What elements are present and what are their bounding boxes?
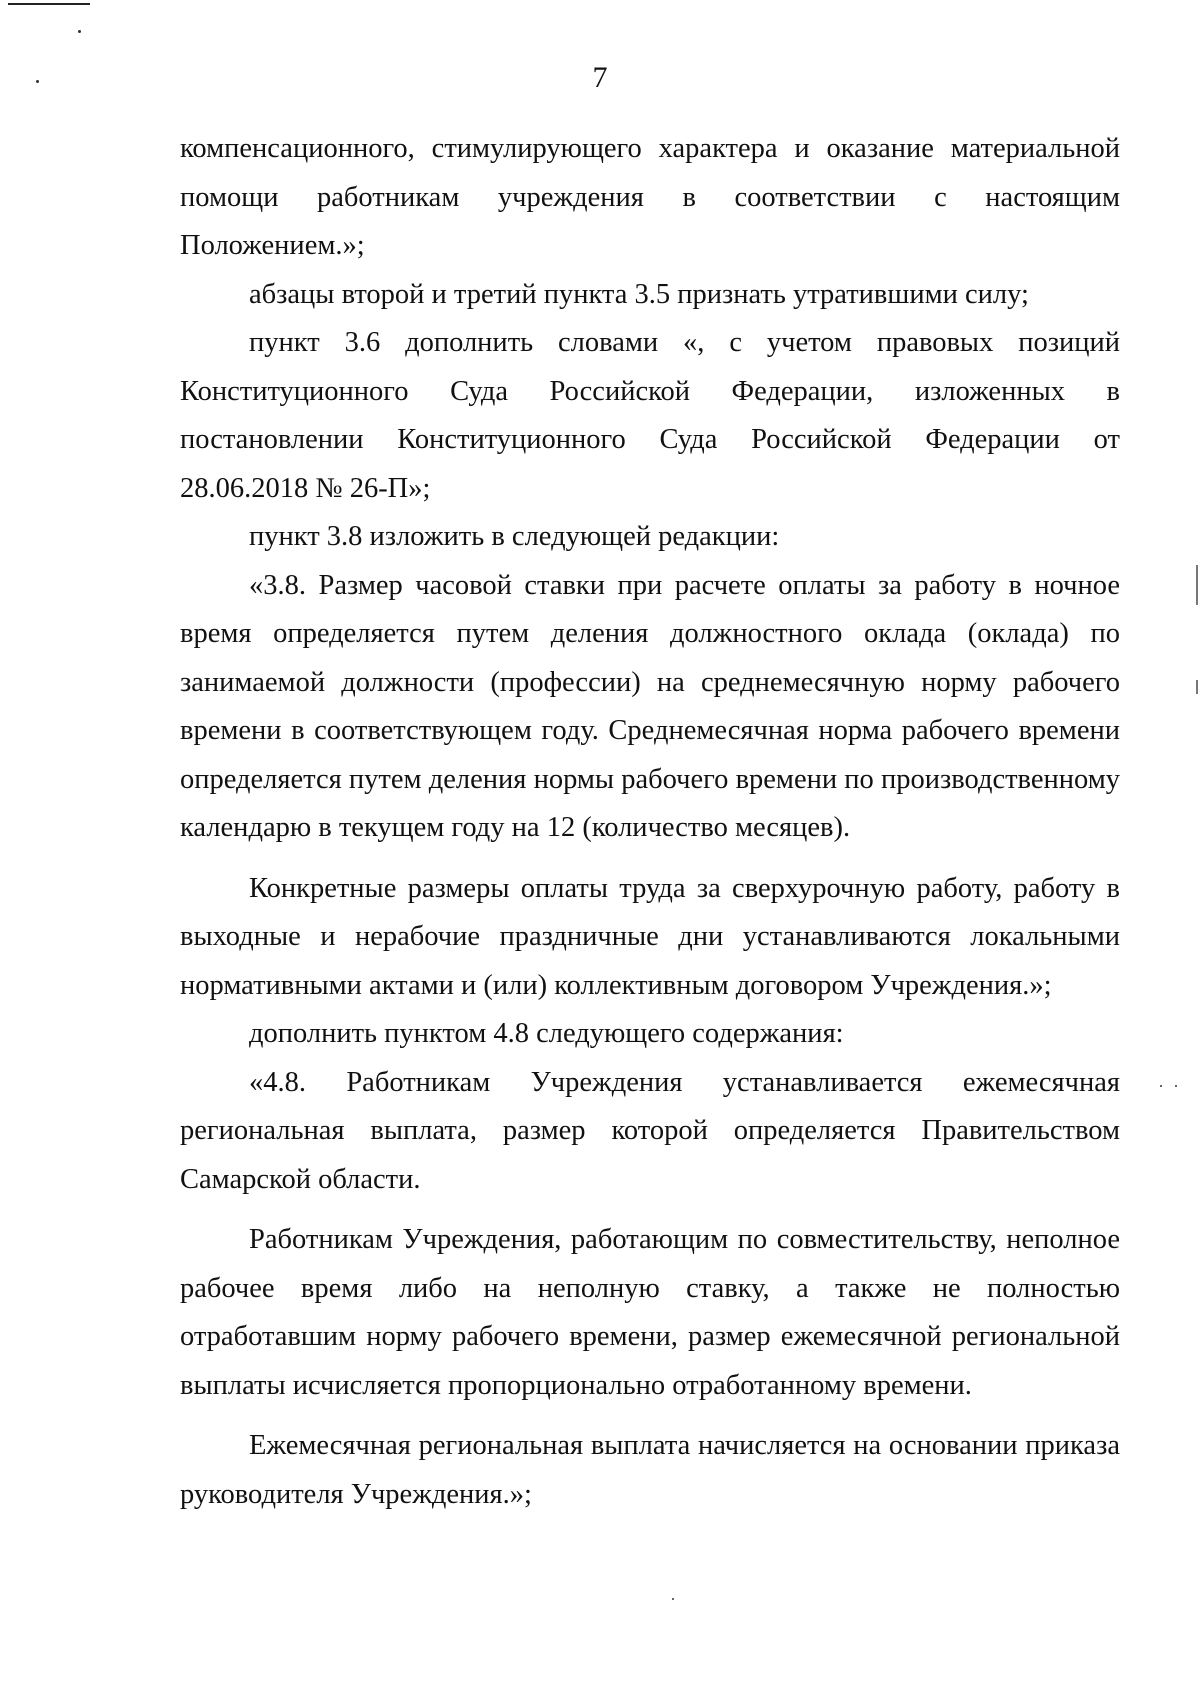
paragraph-5: «3.8. Размер часовой ставки при расчете оплаты за работу в ночное время определяется путем деления должностного оклада (оклада) по занимаемой должности (профессии) на среднемесячную норму рабочего времени в соответствующем году. Среднемесячная норма рабочего времени определяется путем деления нормы рабочего времени по производственному календарю в текущем году на 12 (количество месяцев). bbox=[180, 569, 1120, 843]
scan-artifact-mark bbox=[1196, 565, 1198, 605]
scan-artifact-dot bbox=[1175, 1085, 1177, 1087]
scan-artifact-mark bbox=[1196, 680, 1198, 694]
scan-artifact-dot bbox=[1160, 1085, 1162, 1087]
page-number: 7 bbox=[592, 61, 608, 94]
paragraph-7: дополнить пунктом 4.8 следующего содержания: bbox=[249, 1018, 844, 1049]
scan-artifact-line bbox=[8, 3, 90, 5]
scan-artifact-dot bbox=[672, 1598, 674, 1600]
paragraph-10: Ежемесячная региональная выплата начисляется на основании приказа руководителя Учреждения.»; bbox=[180, 1430, 1120, 1510]
paragraph-1: компенсационного, стимулирующего характера и оказание материальной помощи работникам учреждения в соответствии с настоящим Положением.»; bbox=[180, 133, 1120, 261]
paragraph-2: абзацы второй и третий пункта 3.5 признать утратившими силу; bbox=[249, 278, 1029, 310]
paragraph-8: «4.8. Работникам Учреждения устанавливается ежемесячная региональная выплата, размер которой определяется Правительством Самарской области. bbox=[180, 1066, 1120, 1195]
document-body bbox=[180, 125, 1120, 1519]
scan-artifact-dot bbox=[78, 30, 81, 33]
paragraph-6: Конкретные размеры оплаты труда за сверхурочную работу, работу в выходные и нерабочие праздничные дни устанавливаются локальными нормативными актами и (или) коллективным договором Учреждения.»; bbox=[180, 872, 1120, 1001]
paragraph-9: Работникам Учреждения, работающим по совместительству, неполное рабочее время либо на неполную ставку, а также не полностью отработавшим норму рабочего времени, размер ежемесячной региональной выплаты исчисляется пропорционально отработанному времени. bbox=[180, 1224, 1120, 1401]
paragraph-4: пункт 3.8 изложить в следующей редакции: bbox=[249, 521, 780, 552]
paragraph-3: пункт 3.6 дополнить словами «, с учетом правовых позиций Конституционного Суда Российской Федерации, изложенных в постановлении Конституционного Суда Российской Федерации от 28.06.2018 № 26-П»; bbox=[180, 327, 1120, 504]
